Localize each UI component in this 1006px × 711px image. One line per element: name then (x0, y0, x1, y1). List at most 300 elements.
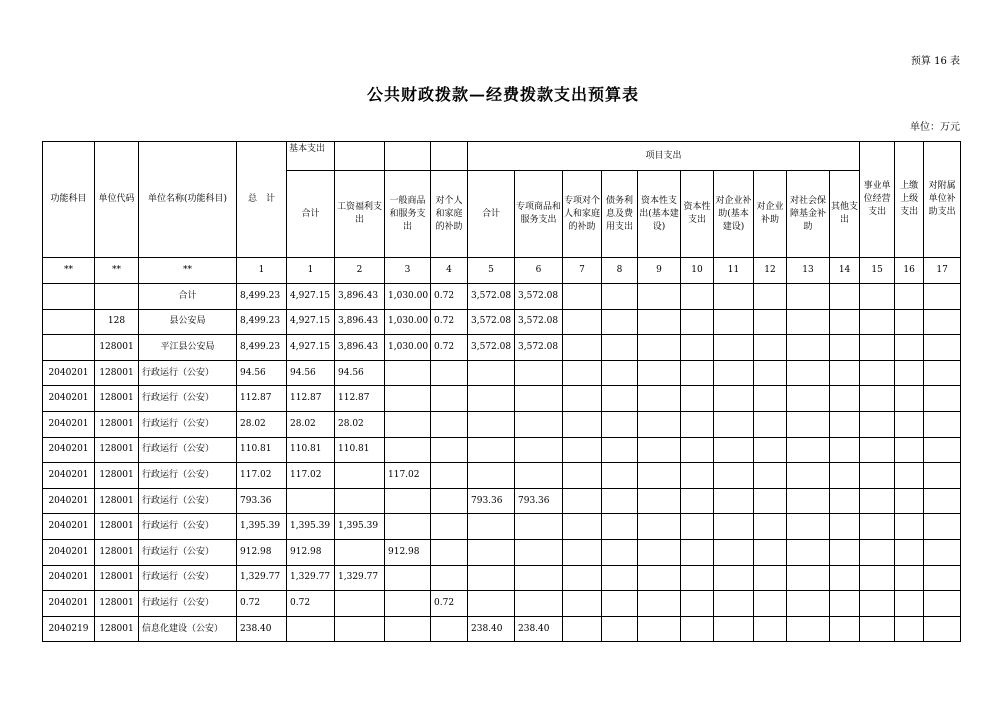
amount-cell: 1,395.39 (287, 514, 335, 540)
amount-cell: 0.72 (431, 284, 468, 310)
amount-cell (602, 463, 638, 489)
amount-cell: 110.81 (287, 437, 335, 463)
amount-cell (602, 284, 638, 310)
amount-cell (860, 514, 895, 540)
table-row (43, 437, 961, 463)
unit-name-cell: 平江县公安局 (139, 335, 237, 361)
header-upper: 上缴上级支出 (895, 142, 924, 258)
amount-cell (895, 309, 924, 335)
amount-cell: 912.98 (287, 539, 335, 565)
amount-cell (895, 539, 924, 565)
unit-name-cell: 行政运行（公安） (139, 488, 237, 514)
amount-cell (924, 335, 961, 361)
header-special-goods: 专项商品和服务支出 (515, 171, 563, 258)
amount-cell (431, 437, 468, 463)
amount-cell: 3,572.08 (468, 335, 515, 361)
header-special-individual: 专项对个人和家庭的补助 (563, 171, 602, 258)
amount-cell (924, 565, 961, 591)
table-header (43, 142, 961, 284)
index-cell: 3 (385, 258, 431, 284)
amount-cell (602, 514, 638, 540)
unit-name-cell: 行政运行（公安） (139, 463, 237, 489)
unit-name-cell: 行政运行（公安） (139, 386, 237, 412)
unit-name-cell: 行政运行（公安） (139, 591, 237, 617)
amount-cell (335, 463, 385, 489)
amount-cell (468, 411, 515, 437)
index-cell: ** (139, 258, 237, 284)
amount-cell (638, 514, 681, 540)
amount-cell (787, 437, 830, 463)
amount-cell (563, 335, 602, 361)
amount-cell (787, 514, 830, 540)
amount-cell (714, 591, 754, 617)
amount-cell (515, 514, 563, 540)
amount-cell: 1,395.39 (237, 514, 287, 540)
amount-cell: 117.02 (237, 463, 287, 489)
amount-cell: 0.72 (431, 309, 468, 335)
amount-cell: 28.02 (287, 411, 335, 437)
header-wage: 工资福利支出 (335, 171, 385, 258)
amount-cell (287, 488, 335, 514)
amount-cell: 3,572.08 (515, 309, 563, 335)
amount-cell (638, 616, 681, 642)
header-individual: 对个人和家庭的补助 (431, 171, 468, 258)
unit-code-cell: 128001 (95, 411, 139, 437)
amount-cell: 4,927.15 (287, 309, 335, 335)
amount-cell (681, 539, 714, 565)
amount-cell (895, 514, 924, 540)
amount-cell (830, 616, 860, 642)
amount-cell (860, 386, 895, 412)
amount-cell (638, 309, 681, 335)
amount-cell (714, 488, 754, 514)
func-code-cell: 2040201 (43, 591, 95, 617)
amount-cell (468, 591, 515, 617)
amount-cell (431, 386, 468, 412)
amount-cell (681, 591, 714, 617)
unit-label: 单位：万元 (910, 122, 960, 133)
amount-cell (924, 488, 961, 514)
amount-cell: 3,572.08 (515, 284, 563, 310)
amount-cell (602, 565, 638, 591)
header-code: 单位代码 (95, 142, 139, 258)
amount-cell: 112.87 (287, 386, 335, 412)
amount-cell (681, 463, 714, 489)
amount-cell (602, 437, 638, 463)
amount-cell (468, 360, 515, 386)
func-code-cell: 2040201 (43, 386, 95, 412)
amount-cell (431, 463, 468, 489)
amount-cell: 112.87 (335, 386, 385, 412)
table-row (43, 565, 961, 591)
unit-name-cell: 县公安局 (139, 309, 237, 335)
amount-cell (714, 616, 754, 642)
amount-cell: 1,030.00 (385, 284, 431, 310)
unit-code-cell: 128001 (95, 386, 139, 412)
amount-cell (787, 386, 830, 412)
amount-cell (754, 488, 787, 514)
table-row (43, 309, 961, 335)
amount-cell (515, 386, 563, 412)
amount-cell (860, 539, 895, 565)
amount-cell (681, 514, 714, 540)
amount-cell: 112.87 (237, 386, 287, 412)
amount-cell (563, 616, 602, 642)
amount-cell (830, 309, 860, 335)
table-row (43, 616, 961, 642)
amount-cell (895, 437, 924, 463)
amount-cell (895, 386, 924, 412)
amount-cell (638, 360, 681, 386)
amount-cell: 3,572.08 (515, 335, 563, 361)
unit-name-cell: 行政运行（公安） (139, 514, 237, 540)
amount-cell (860, 411, 895, 437)
amount-cell (830, 488, 860, 514)
amount-cell: 117.02 (385, 463, 431, 489)
amount-cell (895, 488, 924, 514)
amount-cell (563, 539, 602, 565)
amount-cell (714, 514, 754, 540)
amount-cell: 3,896.43 (335, 284, 385, 310)
amount-cell (830, 514, 860, 540)
amount-cell (602, 591, 638, 617)
func-code-cell: 2040201 (43, 411, 95, 437)
amount-cell (602, 488, 638, 514)
table-row (43, 463, 961, 489)
header-total: 总 计 (237, 142, 287, 258)
func-code-cell (43, 335, 95, 361)
amount-cell (468, 539, 515, 565)
amount-cell (754, 616, 787, 642)
amount-cell (895, 284, 924, 310)
amount-cell (714, 386, 754, 412)
index-cell: ** (95, 258, 139, 284)
amount-cell (754, 539, 787, 565)
amount-cell: 117.02 (287, 463, 335, 489)
index-cell: ** (43, 258, 95, 284)
page-number-label: 预算 16 表 (910, 56, 960, 67)
unit-code-cell: 128001 (95, 616, 139, 642)
amount-cell (924, 437, 961, 463)
amount-cell (830, 386, 860, 412)
amount-cell (830, 463, 860, 489)
amount-cell (602, 335, 638, 361)
amount-cell (563, 463, 602, 489)
unit-name-cell: 合计 (139, 284, 237, 310)
amount-cell (431, 616, 468, 642)
amount-cell (860, 616, 895, 642)
amount-cell: 1,329.77 (287, 565, 335, 591)
amount-cell (385, 616, 431, 642)
amount-cell (924, 360, 961, 386)
amount-cell (385, 488, 431, 514)
amount-cell: 4,927.15 (287, 284, 335, 310)
amount-cell (787, 488, 830, 514)
header-project: 项目支出 (468, 142, 860, 171)
amount-cell (431, 411, 468, 437)
index-cell: 5 (468, 258, 515, 284)
page-title: 公共财政拨款—经费拨款支出预算表 (366, 85, 639, 104)
amount-cell (563, 284, 602, 310)
header-goods: 一般商品和服务支出 (385, 171, 431, 258)
unit-code-cell: 128001 (95, 335, 139, 361)
amount-cell (830, 360, 860, 386)
amount-cell: 110.81 (335, 437, 385, 463)
amount-cell (830, 411, 860, 437)
func-code-cell: 2040201 (43, 514, 95, 540)
amount-cell (681, 565, 714, 591)
unit-code-cell (95, 284, 139, 310)
table-row (43, 514, 961, 540)
amount-cell (638, 488, 681, 514)
amount-cell: 8,499.23 (237, 335, 287, 361)
unit-code-cell: 128001 (95, 591, 139, 617)
amount-cell (754, 386, 787, 412)
func-code-cell: 2040201 (43, 539, 95, 565)
amount-cell (714, 360, 754, 386)
amount-cell (787, 591, 830, 617)
amount-cell: 0.72 (431, 591, 468, 617)
table-body (43, 284, 961, 642)
amount-cell (515, 539, 563, 565)
index-cell: 1 (237, 258, 287, 284)
amount-cell (431, 565, 468, 591)
amount-cell (385, 360, 431, 386)
amount-cell (754, 309, 787, 335)
header-capital-basic: 资本性支出(基本建设) (638, 171, 681, 258)
index-row (43, 258, 961, 284)
amount-cell (681, 411, 714, 437)
header-social: 对社会保障基金补助 (787, 171, 830, 258)
index-cell: 7 (563, 258, 602, 284)
unit-code-cell: 128001 (95, 565, 139, 591)
header-enterprise-basic: 对企业补助(基本建设) (714, 171, 754, 258)
amount-cell (563, 360, 602, 386)
amount-cell (431, 539, 468, 565)
unit-code-cell: 128001 (95, 437, 139, 463)
amount-cell (787, 565, 830, 591)
amount-cell (787, 539, 830, 565)
amount-cell (563, 386, 602, 412)
amount-cell (335, 616, 385, 642)
amount-cell (681, 284, 714, 310)
amount-cell: 1,395.39 (335, 514, 385, 540)
amount-cell (638, 386, 681, 412)
header-basic: 基本支出 (287, 142, 335, 171)
index-cell: 1 (287, 258, 335, 284)
amount-cell: 793.36 (468, 488, 515, 514)
amount-cell (714, 539, 754, 565)
amount-cell (860, 284, 895, 310)
amount-cell (563, 565, 602, 591)
amount-cell (754, 514, 787, 540)
amount-cell: 912.98 (385, 539, 431, 565)
amount-cell (638, 565, 681, 591)
amount-cell (385, 591, 431, 617)
amount-cell (895, 565, 924, 591)
amount-cell (515, 360, 563, 386)
amount-cell (681, 616, 714, 642)
amount-cell (563, 437, 602, 463)
amount-cell (830, 539, 860, 565)
amount-cell: 1,030.00 (385, 335, 431, 361)
amount-cell (830, 284, 860, 310)
amount-cell: 3,896.43 (335, 309, 385, 335)
amount-cell (431, 488, 468, 514)
amount-cell: 8,499.23 (237, 284, 287, 310)
amount-cell: 238.40 (237, 616, 287, 642)
amount-cell (515, 437, 563, 463)
amount-cell (895, 360, 924, 386)
func-code-cell: 2040201 (43, 360, 95, 386)
header-debt: 债务利息及费用支出 (602, 171, 638, 258)
amount-cell (754, 591, 787, 617)
amount-cell (602, 539, 638, 565)
amount-cell: 3,572.08 (468, 284, 515, 310)
amount-cell (468, 463, 515, 489)
amount-cell (860, 591, 895, 617)
amount-cell (787, 463, 830, 489)
header-other: 其他支出 (830, 171, 860, 258)
amount-cell (385, 514, 431, 540)
amount-cell (563, 309, 602, 335)
unit-name-cell: 行政运行（公安） (139, 437, 237, 463)
index-cell: 13 (787, 258, 830, 284)
amount-cell (563, 411, 602, 437)
func-code-cell (43, 309, 95, 335)
amount-cell (468, 437, 515, 463)
amount-cell (714, 411, 754, 437)
amount-cell (681, 437, 714, 463)
index-cell: 8 (602, 258, 638, 284)
amount-cell (638, 284, 681, 310)
amount-cell (681, 386, 714, 412)
amount-cell (754, 437, 787, 463)
index-cell: 12 (754, 258, 787, 284)
amount-cell (385, 411, 431, 437)
header-capital: 资本性支出 (681, 171, 714, 258)
amount-cell (924, 309, 961, 335)
table-row (43, 591, 961, 617)
amount-cell (895, 335, 924, 361)
unit-code-cell: 128001 (95, 488, 139, 514)
amount-cell (714, 335, 754, 361)
amount-cell (515, 463, 563, 489)
func-code-cell (43, 284, 95, 310)
amount-cell (335, 539, 385, 565)
table-row (43, 411, 961, 437)
amount-cell (787, 309, 830, 335)
table-row (43, 360, 961, 386)
unit-code-cell: 128001 (95, 463, 139, 489)
amount-cell (563, 514, 602, 540)
amount-cell: 94.56 (287, 360, 335, 386)
header-name: 单位名称(功能科目) (139, 142, 237, 258)
amount-cell (638, 411, 681, 437)
amount-cell (860, 360, 895, 386)
amount-cell (515, 411, 563, 437)
index-cell: 10 (681, 258, 714, 284)
amount-cell (924, 591, 961, 617)
amount-cell (681, 488, 714, 514)
amount-cell (468, 386, 515, 412)
amount-cell (924, 539, 961, 565)
amount-cell (860, 309, 895, 335)
amount-cell: 94.56 (237, 360, 287, 386)
budget-table (42, 141, 961, 642)
amount-cell (830, 335, 860, 361)
unit-code-cell: 128001 (95, 360, 139, 386)
header-operation: 事业单位经营支出 (860, 142, 895, 258)
header-proj-sum: 合计 (468, 171, 515, 258)
table-row (43, 488, 961, 514)
amount-cell (754, 360, 787, 386)
amount-cell (602, 386, 638, 412)
func-code-cell: 2040219 (43, 616, 95, 642)
amount-cell (515, 591, 563, 617)
amount-cell (754, 335, 787, 361)
amount-cell (895, 616, 924, 642)
amount-cell (563, 591, 602, 617)
func-code-cell: 2040201 (43, 463, 95, 489)
amount-cell (787, 616, 830, 642)
amount-cell: 238.40 (468, 616, 515, 642)
amount-cell: 3,896.43 (335, 335, 385, 361)
amount-cell (787, 335, 830, 361)
index-cell: 17 (924, 258, 961, 284)
unit-code-cell: 128 (95, 309, 139, 335)
amount-cell: 94.56 (335, 360, 385, 386)
amount-cell: 3,572.08 (468, 309, 515, 335)
amount-cell: 110.81 (237, 437, 287, 463)
unit-name-cell: 行政运行（公安） (139, 565, 237, 591)
amount-cell: 793.36 (515, 488, 563, 514)
unit-name-cell: 行政运行（公安） (139, 539, 237, 565)
amount-cell (714, 463, 754, 489)
amount-cell (515, 565, 563, 591)
amount-cell (714, 284, 754, 310)
index-cell: 15 (860, 258, 895, 284)
unit-name-cell: 信息化建设（公安） (139, 616, 237, 642)
amount-cell (754, 284, 787, 310)
amount-cell (924, 616, 961, 642)
amount-cell: 793.36 (237, 488, 287, 514)
amount-cell (602, 360, 638, 386)
func-code-cell: 2040201 (43, 565, 95, 591)
index-cell: 11 (714, 258, 754, 284)
table-row (43, 539, 961, 565)
index-cell: 4 (431, 258, 468, 284)
index-cell: 6 (515, 258, 563, 284)
amount-cell: 1,329.77 (335, 565, 385, 591)
amount-cell (924, 386, 961, 412)
amount-cell (638, 437, 681, 463)
header-func: 功能科目 (43, 142, 95, 258)
amount-cell (754, 411, 787, 437)
amount-cell: 28.02 (237, 411, 287, 437)
amount-cell (563, 488, 602, 514)
amount-cell (335, 591, 385, 617)
table-row (43, 335, 961, 361)
amount-cell (860, 565, 895, 591)
unit-code-cell: 128001 (95, 539, 139, 565)
amount-cell (468, 514, 515, 540)
amount-cell (638, 591, 681, 617)
amount-cell (602, 411, 638, 437)
table-row (43, 284, 961, 310)
amount-cell (335, 488, 385, 514)
amount-cell: 0.72 (431, 335, 468, 361)
